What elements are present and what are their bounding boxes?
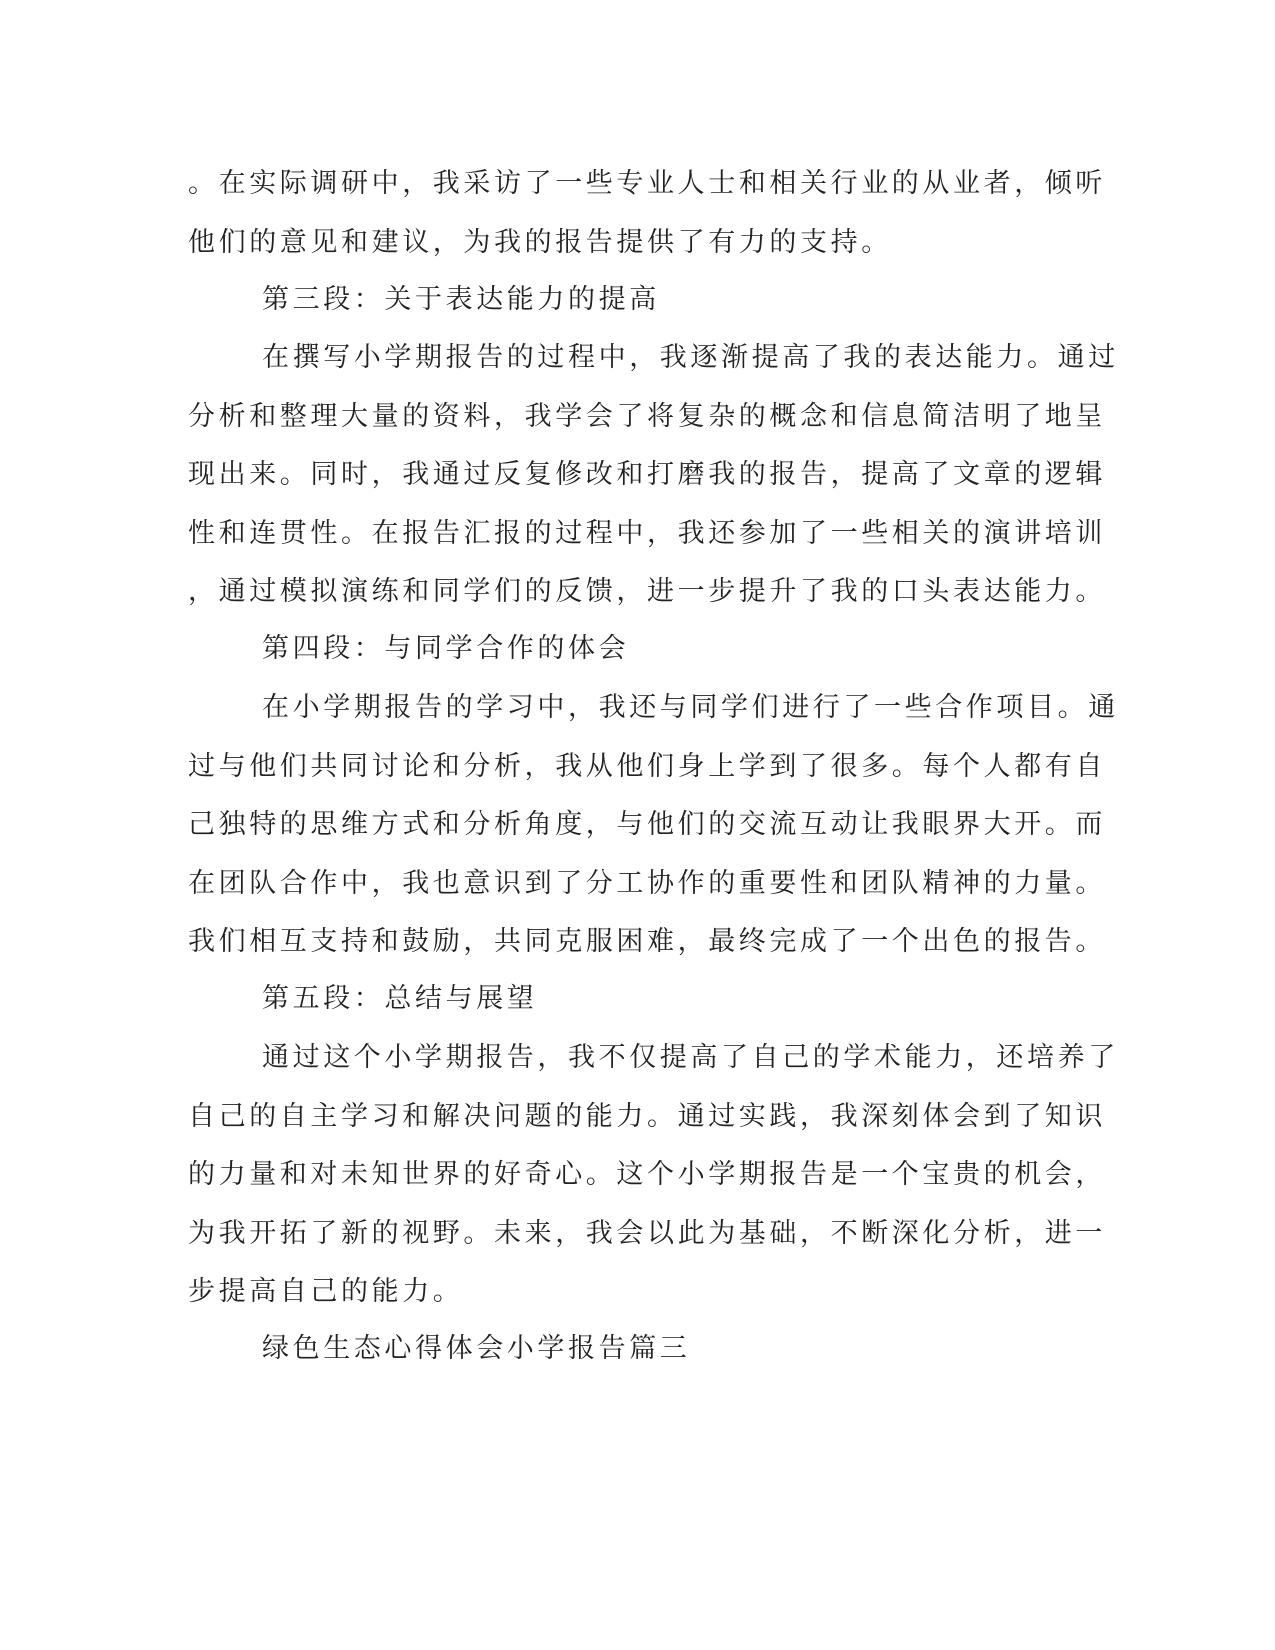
text-line: 。在实际调研中，我采访了一些专业人士和相关行业的从业者，倾听 [188,168,1106,199]
text-line: 步提高自己的能力。 [188,1276,464,1307]
text-line: 的力量和对未知世界的好奇心。这个小学期报告是一个宝贵的机会， [188,1159,1106,1190]
text-line: 性和连贯性。在报告汇报的过程中，我还参加了一些相关的演讲培训 [188,518,1106,549]
section-heading-5: 第五段：总结与展望 [262,983,538,1014]
paragraph-first-line: 通过这个小学期报告，我不仅提高了自己的学术能力，还培养了 [262,1042,1119,1073]
text-line: 在团队合作中，我也意识到了分工协作的重要性和团队精神的力量。 [188,868,1106,899]
text-line: 我们相互支持和鼓励，共同克服困难，最终完成了一个出色的报告。 [188,926,1106,957]
text-line: 分析和整理大量的资料，我学会了将复杂的概念和信息简洁明了地呈 [188,401,1106,432]
paragraph-first-line: 在撰写小学期报告的过程中，我逐渐提高了我的表达能力。通过 [262,342,1119,373]
paragraph-first-line: 在小学期报告的学习中，我还与同学们进行了一些合作项目。通 [262,692,1119,723]
text-line: 己独特的思维方式和分析角度，与他们的交流互动让我眼界大开。而 [188,809,1106,840]
text-line: 为我开拓了新的视野。未来，我会以此为基础，不断深化分析，进一 [188,1218,1106,1249]
text-line: 现出来。同时，我通过反复修改和打磨我的报告，提高了文章的逻辑 [188,459,1106,490]
text-line: 过与他们共同讨论和分析，我从他们身上学到了很多。每个人都有自 [188,751,1106,782]
article-subtitle: 绿色生态心得体会小学报告篇三 [262,1333,691,1364]
section-heading-3: 第三段：关于表达能力的提高 [262,284,660,315]
text-line: 他们的意见和建议，为我的报告提供了有力的支持。 [188,227,892,258]
section-heading-4: 第四段：与同学合作的体会 [262,633,630,664]
text-line: ，通过模拟演练和同学们的反馈，进一步提升了我的口头表达能力。 [188,576,1106,607]
text-line: 自己的自主学习和解决问题的能力。通过实践，我深刻体会到了知识 [188,1101,1106,1132]
